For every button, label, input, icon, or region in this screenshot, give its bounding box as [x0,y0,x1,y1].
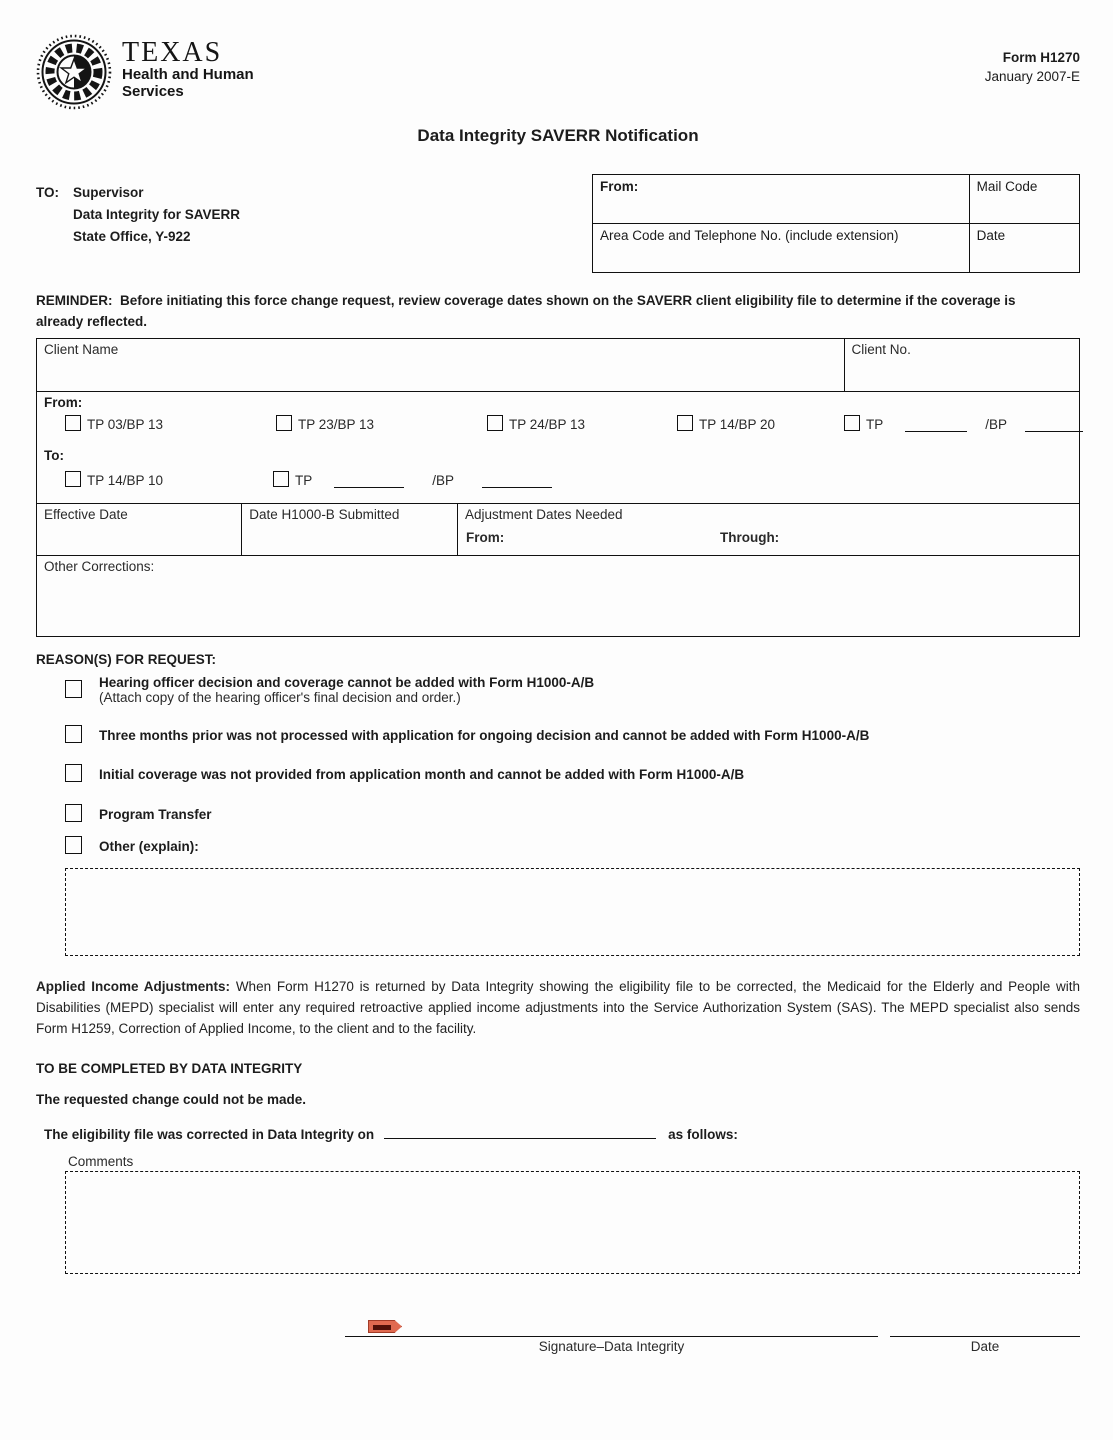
comments-textbox[interactable] [65,1171,1080,1274]
to-option-other [273,472,552,488]
applied-income-paragraph [36,976,1080,1039]
corrected-date-input[interactable] [384,1124,656,1139]
checkbox-to-other-tp[interactable] [273,471,289,487]
from-option-tp23 [276,416,374,432]
form-header [36,34,1080,110]
signature-area [36,1320,1080,1354]
reason-label: Other (explain): [99,838,199,854]
option-label: TP 03/BP 13 [87,417,164,432]
dates-row [37,504,1079,556]
tp-bp-selection-section [37,392,1079,504]
to-from-row [36,174,1080,273]
from-option-tp03 [65,416,163,432]
bp-label: /BP [985,417,1008,432]
checkbox-tp23-bp13[interactable] [276,415,292,431]
change-not-made-text: The requested change could not be made. [36,1092,307,1107]
sign-here-flag-text [373,1325,391,1330]
tp-label: TP [866,417,884,432]
corrected-on-prefix: The eligibility file was corrected in Data Integrity on [44,1127,375,1142]
logo-hhs-label-2: Services [122,83,184,100]
sign-here-flag-icon [368,1320,402,1333]
agency-logo-text [122,34,254,100]
sender-info-table [592,174,1080,273]
from-other-tp-input[interactable] [905,418,967,432]
to-block [36,174,240,273]
checkbox-tp24-bp13[interactable] [487,415,503,431]
to-label: TO: [36,185,59,200]
checkbox-tp14-bp10[interactable] [65,471,81,487]
reason-item-program-transfer [65,805,1080,823]
tp-label: TP [295,473,313,488]
form-number: Form H1270 [1002,50,1080,65]
reason-item-hearing [65,675,1080,705]
reminder-text: REMINDER: Before initiating this force change request, review coverage dates shown on the SAVERR client eligibility file to determine if the coverage is already reflected. [36,293,1020,329]
applied-income-text: When Form H1270 is returned by Data Integrity showing the eligibility file to be corrected, the Medicaid for the Elderly and People with Disabilities (MEPD) specialist will enter any required retroactive applied income adjustments into the Service Authorization System (SAS). The MEPD specialist also sends Form H1259, Correction of Applied Income, to the client and to the facility. [36,979,1080,1036]
reason-label: Three months prior was not processed with application for ongoing decision and cannot be added with Form H1000-A/B [99,727,870,743]
change-request-table [36,338,1080,637]
adjustment-through-label: Through: [719,530,780,545]
checkbox-tp14-bp20[interactable] [677,415,693,431]
reason-label: Hearing officer decision and coverage cannot be added with Form H1000-A/B [99,675,595,690]
other-explain-textbox[interactable] [65,868,1080,956]
option-label: TP 24/BP 13 [509,417,586,432]
checkbox-reason-other[interactable] [65,836,82,854]
reason-label: Initial coverage was not provided from application month and cannot be added with Form H1000-A/B [99,766,745,782]
reason-item-initial-coverage [65,765,1080,783]
checkbox-from-other-tp[interactable] [844,415,860,431]
checkbox-tp03-bp13[interactable] [65,415,81,431]
to-line-3: State Office, Y-922 [73,229,191,244]
reason-note: (Attach copy of the hearing officer's final decision and order.) [99,690,461,705]
applied-income-label: Applied Income Adjustments: [36,979,231,994]
from-other-bp-input[interactable] [1025,418,1083,432]
corrected-on-suffix: as follows: [668,1127,738,1142]
adjustment-dates-label: Adjustment Dates Needed [464,507,623,522]
logo-texas-label: TEXAS [122,37,223,68]
to-line-2: Data Integrity for SAVERR [73,207,241,222]
checkbox-reason-program-transfer[interactable] [65,804,82,822]
checkbox-reason-three-months[interactable] [65,725,82,743]
from-section-label: From: [44,395,83,410]
checkbox-reason-initial-coverage[interactable] [65,764,82,782]
bp-label: /BP [432,473,455,488]
option-label: TP 14/BP 20 [699,417,776,432]
corrected-on-line [44,1124,1080,1142]
adjustment-dates-field[interactable] [458,504,1079,555]
form-id-block [985,34,1080,86]
checkbox-reason-hearing[interactable] [65,680,82,698]
reason-item-other [65,837,1080,855]
texas-hhs-seal-icon [36,34,112,110]
date-field[interactable]: Date [976,228,1006,243]
from-option-other [844,416,1083,432]
signature-label: Signature–Data Integrity [538,1339,685,1354]
comments-label: Comments [68,1154,134,1169]
h1000b-submitted-field[interactable]: Date H1000-B Submitted [242,504,458,555]
mail-code-field[interactable]: Mail Code [976,179,1038,194]
from-field[interactable]: From: [593,175,970,223]
data-integrity-heading: TO BE COMPLETED BY DATA INTEGRITY [36,1061,303,1076]
logo-hhs-label-1: Health and Human [122,66,254,83]
phone-field[interactable]: Area Code and Telephone No. (include extension) [593,224,970,272]
to-other-bp-input[interactable] [482,474,552,488]
client-no-field[interactable]: Client No. [851,342,911,357]
reason-item-three-months [65,726,1080,744]
reason-label: Program Transfer [99,806,212,822]
form-revision-date: January 2007-E [984,69,1080,84]
from-option-tp14 [677,416,775,432]
option-label: TP 23/BP 13 [298,417,375,432]
from-option-tp24 [487,416,585,432]
client-name-field[interactable]: Client Name [37,339,845,391]
option-label: TP 14/BP 10 [87,473,164,488]
reasons-heading: REASON(S) FOR REQUEST: [36,652,217,667]
effective-date-field[interactable]: Effective Date [37,504,242,555]
to-other-tp-input[interactable] [334,474,404,488]
to-line-1: Supervisor [73,185,144,200]
page-title: Data Integrity SAVERR Notification [417,126,699,145]
to-section-label: To: [44,448,64,463]
adjustment-from-label: From: [465,530,505,545]
to-option-tp14 [65,472,163,488]
signature-date-label: Date [970,1339,1000,1354]
other-corrections-field[interactable]: Other Corrections: [44,559,155,574]
